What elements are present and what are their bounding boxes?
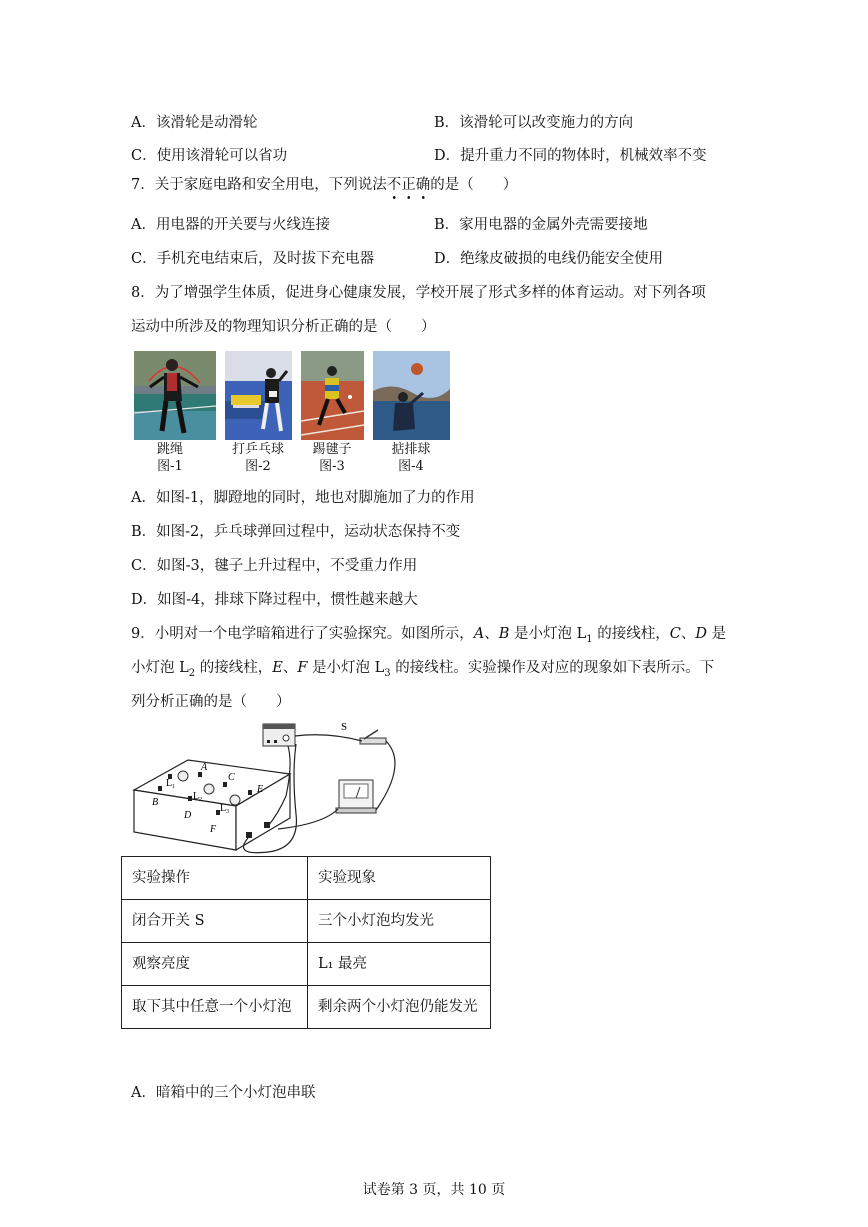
q9-stem-line2 xyxy=(131,658,714,684)
figure-1-caption xyxy=(129,441,211,475)
q6-option-c: C．使用该滑轮可以省功 xyxy=(131,148,288,164)
q7-stem-post: 的是（ ） xyxy=(430,177,518,193)
label-l3-subscript: 3 xyxy=(226,809,229,815)
figure-1-label: 图-1 xyxy=(157,459,183,474)
table-row xyxy=(122,986,491,1029)
bulb-l3-icon xyxy=(230,795,240,805)
q7-option-d: D．绝缘皮破损的电线仍能安全使用 xyxy=(434,251,664,267)
figure-3-name: 踢毽子 xyxy=(312,442,352,457)
q7-stem-pre: 7．关于家庭电路和安全用电，下列说法 xyxy=(131,177,387,193)
q7-option-c: C．手机充电结束后，及时拔下充电器 xyxy=(131,251,375,267)
q9-text: 是小灯泡 L xyxy=(509,626,587,642)
figure-2-name: 打乒乓球 xyxy=(231,442,284,457)
q9-option-a: A．暗箱中的三个小灯泡串联 xyxy=(131,1085,316,1101)
q8-option-c: C．如图-3，毽子上升过程中，不受重力作用 xyxy=(131,558,418,574)
q9-text: 、 xyxy=(282,660,298,676)
q9-var: E xyxy=(272,660,283,676)
q6-option-a: A．该滑轮是动滑轮 xyxy=(131,115,258,131)
figure-1-jump-rope-photo xyxy=(134,351,216,440)
experiment-table xyxy=(121,856,491,1029)
q9-text: 的接线柱。实验操作及对应的现象如下表所示。下 xyxy=(390,660,715,676)
q9-subscript: 3 xyxy=(384,667,391,679)
circuit-diagram xyxy=(128,714,398,856)
figure-2-table-tennis-photo xyxy=(225,351,292,440)
table-header-cell: 实验现象 xyxy=(308,857,491,900)
q9-stem-line1 xyxy=(131,624,726,650)
bulb-l2-icon xyxy=(204,784,214,794)
q9-var: B xyxy=(498,626,510,642)
q9-text: 的接线柱， xyxy=(592,626,670,642)
label-a: A xyxy=(201,762,208,773)
label-c: C xyxy=(228,772,235,783)
figure-4-volleyball-photo xyxy=(373,351,450,440)
ammeter-icon xyxy=(336,780,376,813)
label-b: B xyxy=(152,797,159,808)
q7-stem-emphasis: 不正确 xyxy=(386,177,431,193)
table-row xyxy=(122,943,491,986)
table-cell: 闭合开关 S xyxy=(122,900,308,943)
label-f: F xyxy=(210,824,217,835)
figure-3-caption xyxy=(291,441,373,475)
label-l2: L xyxy=(193,791,200,802)
q7-stem xyxy=(131,175,517,195)
q9-text: 的接线柱， xyxy=(195,660,273,676)
switch-icon xyxy=(360,730,386,744)
figure-1-name: 跳绳 xyxy=(156,442,183,457)
figure-2-caption xyxy=(217,441,299,475)
table-cell: 剩余两个小灯泡仍能发光 xyxy=(308,986,491,1029)
figure-3-shuttlecock-photo xyxy=(301,351,364,440)
label-l1-subscript: 1 xyxy=(172,784,175,790)
table-cell: 观察亮度 xyxy=(122,943,308,986)
table-header-cell: 实验操作 xyxy=(122,857,308,900)
bulb-l1-icon xyxy=(178,771,188,781)
q8-option-b: B．如图-2，乒乓球弹回过程中，运动状态保持不变 xyxy=(131,524,461,540)
q9-var: A xyxy=(473,626,485,642)
q9-var: F xyxy=(297,660,308,676)
label-l2-subscript: 2 xyxy=(199,797,202,803)
q9-var: D xyxy=(695,626,707,642)
q9-text: 9．小明对一个电学暗箱进行了实验探究。如图所示， xyxy=(131,626,474,642)
q9-var: C xyxy=(669,626,681,642)
label-d: D xyxy=(184,810,192,821)
q9-subscript: 2 xyxy=(188,667,196,679)
label-l1: L xyxy=(166,778,173,789)
figure-4-caption xyxy=(370,441,452,475)
q9-text: 小灯泡 L xyxy=(131,660,189,676)
q9-text: 是 xyxy=(706,626,727,642)
figure-2-label: 图-2 xyxy=(245,459,271,474)
table-cell: 三个小灯泡均发光 xyxy=(308,900,491,943)
q9-subscript: 1 xyxy=(586,633,593,645)
figure-4-label: 图-4 xyxy=(398,459,424,474)
q8-stem-line2: 运动中所涉及的物理知识分析正确的是（ ） xyxy=(131,319,436,335)
q9-text: 、 xyxy=(484,626,499,642)
figure-4-name: 掂排球 xyxy=(391,442,431,457)
q8-option-a: A．如图-1，脚蹬地的同时，地也对脚施加了力的作用 xyxy=(131,490,475,506)
table-header-row xyxy=(122,857,491,900)
q9-stem-line3: 列分析正确的是（ ） xyxy=(131,694,291,710)
q6-option-b: B．该滑轮可以改变施力的方向 xyxy=(434,115,634,131)
q8-stem-line1: 8．为了增强学生体质，促进身心健康发展，学校开展了形式多样的体育运动。对下列各项 xyxy=(131,285,706,301)
q7-option-b: B．家用电器的金属外壳需要接地 xyxy=(434,217,648,233)
q9-text: 、 xyxy=(680,626,696,642)
table-row xyxy=(122,900,491,943)
q6-option-d: D．提升重力不同的物体时，机械效率不变 xyxy=(434,148,707,164)
figure-3-label: 图-3 xyxy=(319,459,345,474)
q9-text: 是小灯泡 L xyxy=(307,660,385,676)
label-l3: L xyxy=(220,803,227,814)
q8-option-d: D．如图-4，排球下降过程中，惯性越来越大 xyxy=(131,592,418,608)
label-e: E xyxy=(257,784,264,795)
page-footer: 试卷第 3 页，共 10 页 xyxy=(362,1182,506,1198)
q7-option-a: A．用电器的开关要与火线连接 xyxy=(131,217,330,233)
switch-label: S xyxy=(341,721,348,733)
table-cell: 取下其中任意一个小灯泡 xyxy=(122,986,308,1029)
table-cell: L₁ 最亮 xyxy=(308,943,491,986)
power-supply-icon xyxy=(263,724,295,746)
